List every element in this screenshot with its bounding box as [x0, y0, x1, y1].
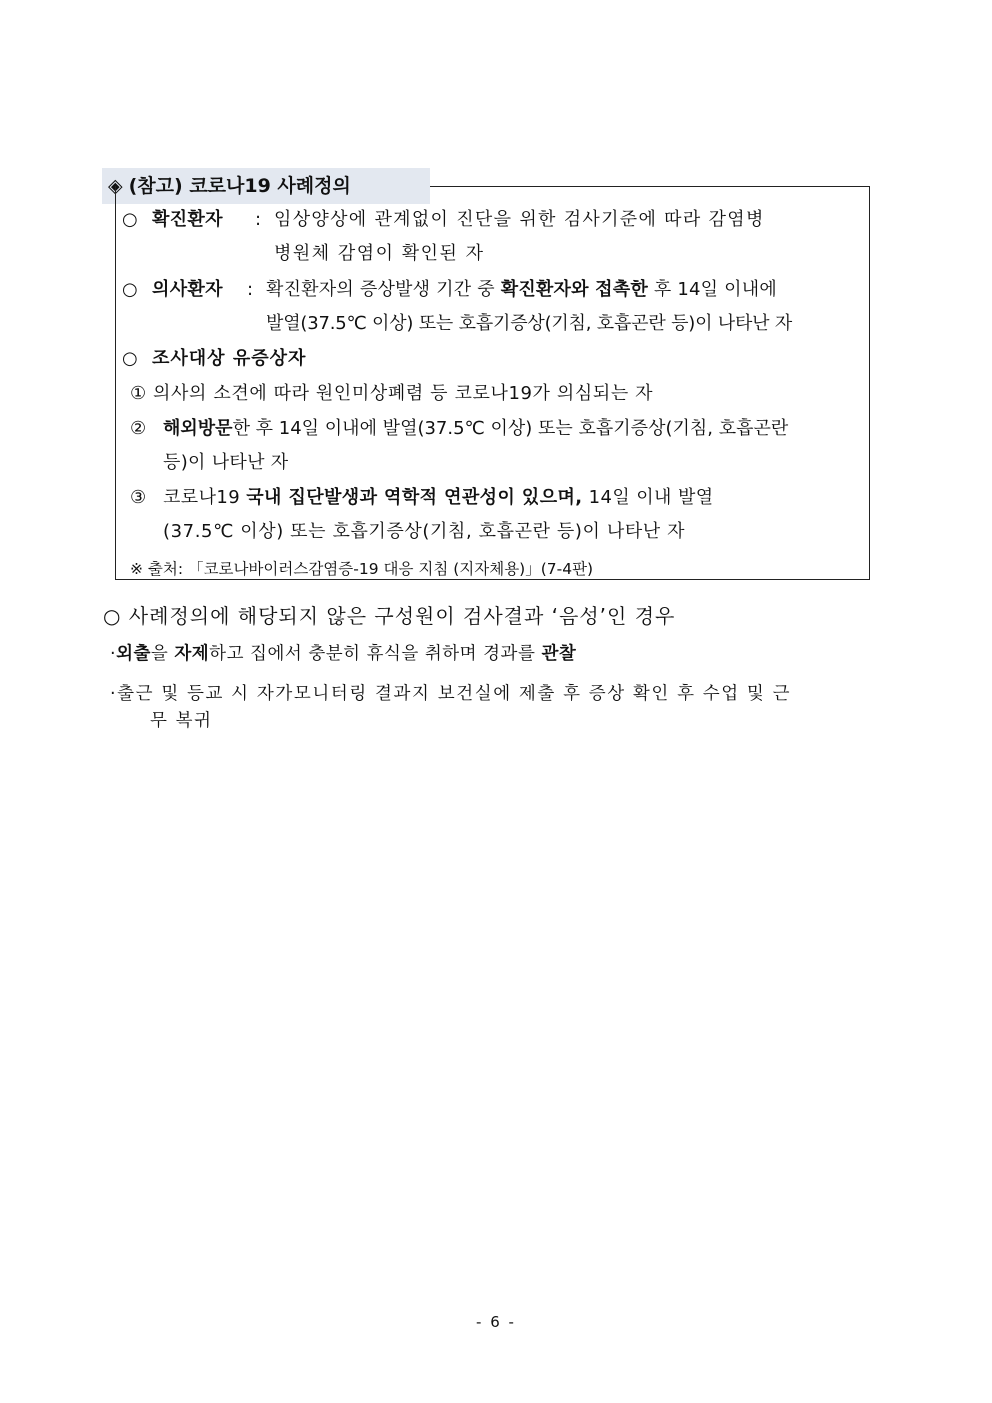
source-note: ※ 출처: 「코로나바이러스감염증-19 대응 지침 (지자체용)」(7-4판) — [130, 560, 594, 578]
section-heading: ○ 사례정의에 해당되지 않은 구성원이 검사결과 ‘음성’인 경우 — [103, 604, 676, 628]
page-number: - 6 - — [476, 1313, 516, 1331]
investigation-item-3: 코로나19 국내 집단발생과 역학적 연관성이 있으며, 14일 이내 발열 — [163, 487, 714, 508]
investigation-item-2-number: ② — [130, 418, 147, 439]
guideline-line-3: 무 복귀 — [150, 711, 213, 731]
investigation-label: 조사대상 유증상자 — [152, 348, 307, 369]
confirmed-bullet: ○ — [122, 209, 139, 230]
suspected-sep: : — [247, 279, 254, 300]
investigation-item-1: ① 의사의 소견에 따라 원인미상폐렴 등 코로나19가 의심되는 자 — [130, 383, 654, 404]
reference-title-text: (참고) 코로나19 사례정의 — [128, 175, 351, 197]
investigation-item-2: 해외방문한 후 14일 이내에 발열(37.5℃ 이상) 또는 호흡기증상(기침, 호흡곤란 — [163, 418, 789, 439]
confirmed-text-line2: 병원체 감염이 확인된 자 — [274, 243, 485, 264]
guideline-line-1: ·외출을 자제하고 집에서 충분히 휴식을 취하며 경과를 관찰 — [110, 644, 577, 664]
suspected-text-line2: 발열(37.5℃ 이상) 또는 호흡기증상(기침, 호흡곤란 등)이 나타난 자 — [266, 313, 793, 334]
investigation-item-3-number: ③ — [130, 487, 147, 508]
confirmed-label: 확진환자 — [152, 209, 223, 230]
investigation-item-3-line2: (37.5℃ 이상) 또는 호흡기증상(기침, 호흡곤란 등)이 나타난 자 — [163, 521, 686, 542]
confirmed-sep: : — [255, 209, 262, 230]
guideline-line-2: ·출근 및 등교 시 자가모니터링 결과지 보건실에 제출 후 증상 확인 후 수업 및 근 — [110, 684, 792, 704]
investigation-bullet: ○ — [122, 348, 139, 369]
suspected-bullet: ○ — [122, 279, 139, 300]
diamond-icon: ◈ — [108, 175, 123, 197]
suspected-text-line1: 확진환자의 증상발생 기간 중 확진환자와 접촉한 후 14일 이내에 — [266, 279, 777, 300]
investigation-item-2-line2: 등)이 나타난 자 — [163, 452, 289, 473]
confirmed-text-line1: 임상양상에 관계없이 진단을 위한 검사기준에 따라 감염병 — [274, 209, 765, 230]
suspected-label: 의사환자 — [152, 279, 223, 300]
